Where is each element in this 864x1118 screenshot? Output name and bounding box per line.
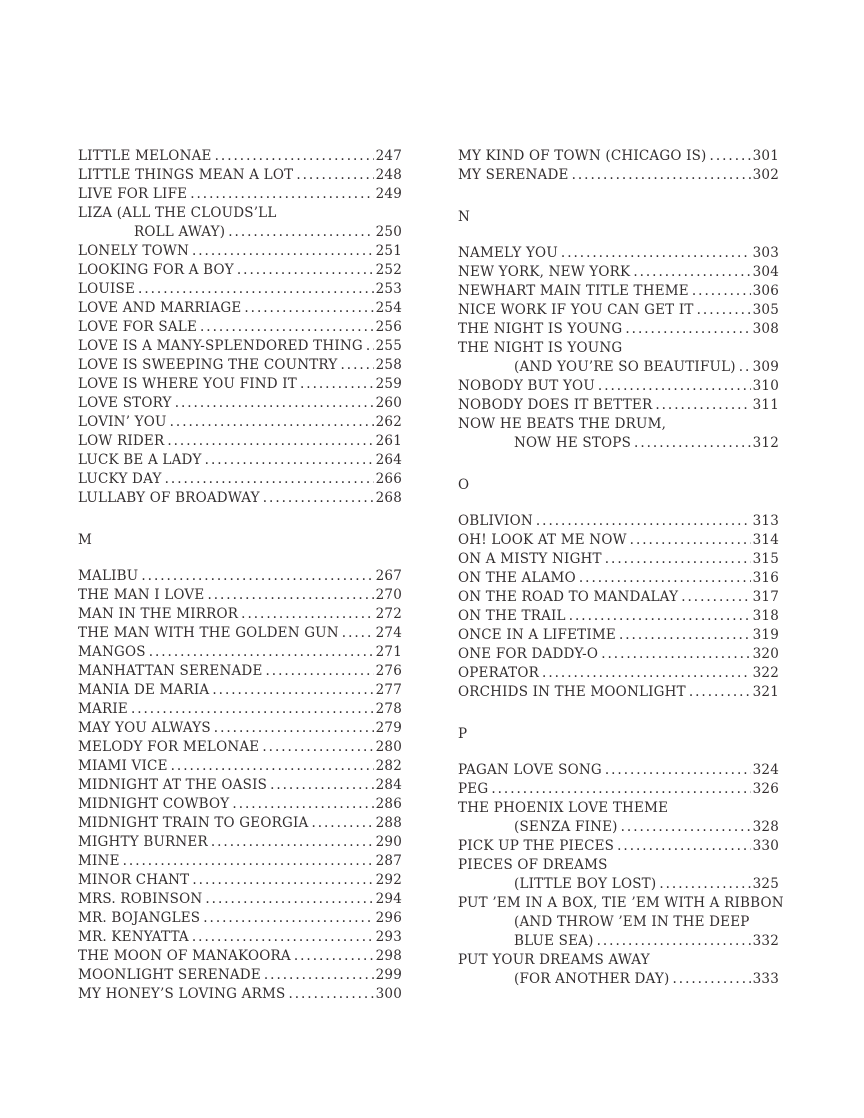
page-number: 296 (375, 910, 402, 926)
toc-row (458, 301, 779, 320)
page-number: 280 (375, 739, 402, 755)
toc-row (78, 662, 402, 681)
song-title: PUT ’EM IN A BOX, TIE ’EM WITH A RIBBON (458, 895, 784, 911)
song-title: THE NIGHT IS YOUNG (458, 340, 623, 356)
toc-row (458, 837, 779, 856)
toc-row (78, 757, 402, 776)
page-number: 268 (375, 490, 402, 506)
page-number: 259 (375, 376, 402, 392)
dot-leader (697, 301, 751, 320)
toc-row (78, 147, 402, 166)
dot-leader (681, 588, 750, 607)
toc-row (78, 318, 402, 337)
page-number: 274 (375, 625, 402, 641)
song-title: OBLIVION (458, 513, 533, 529)
toc-row (458, 569, 779, 588)
toc-column-left (78, 147, 402, 1004)
song-title: (LITTLE BOY LOST) (514, 876, 657, 892)
song-title: PIECES OF DREAMS (458, 857, 608, 873)
dot-leader (710, 147, 751, 166)
song-title: (FOR ANOTHER DAY) (514, 971, 670, 987)
toc-row (458, 894, 784, 913)
toc-row (78, 871, 402, 890)
song-title: MIAMI VICE (78, 758, 168, 774)
dot-leader (228, 223, 373, 242)
toc-row (78, 966, 402, 985)
toc-row (78, 451, 402, 470)
page-number: 326 (752, 781, 779, 797)
song-title: LIZA (ALL THE CLOUDS’LL (78, 205, 277, 221)
toc-row (458, 358, 779, 377)
page-number: 316 (752, 570, 779, 586)
dot-leader (617, 837, 751, 856)
page-number: 308 (752, 321, 779, 337)
dot-leader (131, 700, 374, 719)
song-title: MINOR CHANT (78, 872, 190, 888)
song-title: LOVE IS WHERE YOU FIND IT (78, 376, 297, 392)
song-title: MARIE (78, 701, 128, 717)
page-number: 293 (375, 929, 402, 945)
dot-leader (300, 375, 374, 394)
song-title: MOONLIGHT SERENADE (78, 967, 261, 983)
dot-leader (605, 761, 751, 780)
song-title: THE MAN I LOVE (78, 587, 205, 603)
page-number: 279 (375, 720, 402, 736)
song-title: NEWHART MAIN TITLE THEME (458, 283, 689, 299)
song-title: (SENZA FINE) (514, 819, 618, 835)
toc-row (78, 356, 402, 375)
page-number: 311 (752, 397, 779, 413)
song-title: LOVE FOR SALE (78, 319, 197, 335)
dot-leader (244, 299, 373, 318)
toc-row (458, 415, 779, 434)
page-number: 271 (375, 644, 402, 660)
page-number: 288 (375, 815, 402, 831)
page-number: 261 (375, 433, 402, 449)
song-title: ON THE ROAD TO MANDALAY (458, 589, 679, 605)
toc-row (78, 204, 402, 223)
song-title: LUCK BE A LADY (78, 452, 202, 468)
dot-leader (141, 567, 373, 586)
page-number: 301 (752, 148, 779, 164)
page-number: 287 (375, 853, 402, 869)
page-number: 255 (375, 338, 402, 354)
toc-row (78, 776, 402, 795)
page-number: 266 (375, 471, 402, 487)
page-number: 330 (752, 838, 779, 854)
dot-leader (263, 489, 374, 508)
dot-leader (659, 875, 750, 894)
page-number: 325 (752, 876, 779, 892)
song-title: MR. BOJANGLES (78, 910, 201, 926)
toc-row (458, 780, 779, 799)
dot-leader (579, 569, 751, 588)
dot-leader (205, 451, 374, 470)
song-title: PICK UP THE PIECES (458, 838, 615, 854)
page-number: 251 (375, 243, 402, 259)
song-title: ON A MISTY NIGHT (458, 551, 602, 567)
toc-row (78, 605, 402, 624)
song-title: LITTLE MELONAE (78, 148, 212, 164)
page-number: 310 (752, 378, 779, 394)
dot-leader (123, 852, 374, 871)
toc-row (78, 852, 402, 871)
toc-row (78, 242, 402, 261)
page-number: 248 (375, 167, 402, 183)
page-number: 277 (375, 682, 402, 698)
song-title: LONELY TOWN (78, 243, 189, 259)
song-title: NOBODY BUT YOU (458, 378, 595, 394)
song-title: (AND YOU’RE SO BEAUTIFUL) (514, 359, 736, 375)
dot-leader (542, 664, 751, 683)
toc-row (458, 244, 779, 263)
page-number: 252 (375, 262, 402, 278)
page-number: 305 (752, 302, 779, 318)
dot-leader (237, 261, 374, 280)
toc-row (458, 263, 779, 282)
page-number: 299 (375, 967, 402, 983)
dot-leader (200, 318, 374, 337)
toc-row (78, 624, 402, 643)
dot-leader (689, 683, 751, 702)
song-title: MR. KENYATTA (78, 929, 189, 945)
toc-row (78, 223, 402, 242)
toc-row (458, 320, 779, 339)
song-title: MAY YOU ALWAYS (78, 720, 211, 736)
song-title: THE MOON OF MANAKOORA (78, 948, 291, 964)
toc-row (78, 299, 402, 318)
song-title: MANIA DE MARIA (78, 682, 210, 698)
toc-row (78, 394, 402, 413)
section-header: O (458, 477, 470, 493)
toc-row (458, 396, 779, 415)
toc-row (78, 738, 402, 757)
page-number: 284 (375, 777, 402, 793)
page-number: 298 (375, 948, 402, 964)
page-number: 302 (752, 167, 779, 183)
dot-leader (296, 166, 373, 185)
toc-row (458, 550, 779, 569)
dot-leader (212, 681, 373, 700)
toc-row (78, 719, 402, 738)
toc-row (458, 147, 779, 166)
song-title: ONE FOR DADDY-O (458, 646, 599, 662)
dot-leader (311, 814, 373, 833)
page-number: 314 (752, 532, 779, 548)
page-number: 332 (752, 933, 779, 949)
page-number: 309 (752, 359, 779, 375)
page-number: 312 (752, 435, 779, 451)
toc-row (458, 799, 779, 818)
song-title: NOBODY DOES IT BETTER (458, 397, 653, 413)
toc-column-right (458, 147, 784, 989)
page-number: 256 (375, 319, 402, 335)
section-header: P (458, 726, 468, 742)
dot-leader (605, 550, 751, 569)
song-title: ONCE IN A LIFETIME (458, 627, 616, 643)
dot-leader (366, 337, 374, 356)
page-number: 254 (375, 300, 402, 316)
page-number: 253 (375, 281, 402, 297)
page-number: 264 (375, 452, 402, 468)
dot-leader (266, 662, 374, 681)
song-title: NAMELY YOU (458, 245, 558, 261)
dot-leader (211, 833, 374, 852)
page-number: 286 (375, 796, 402, 812)
toc-row (458, 626, 779, 645)
toc-row (78, 909, 402, 928)
toc-row (78, 567, 402, 586)
toc-row (458, 818, 779, 837)
toc-row (78, 413, 402, 432)
toc-row (458, 512, 779, 531)
toc-row (78, 280, 402, 299)
song-title: NOW HE BEATS THE DRUM, (458, 416, 667, 432)
page-number: 313 (752, 513, 779, 529)
dot-leader (215, 147, 374, 166)
toc-row (458, 932, 779, 951)
song-title: MANGOS (78, 644, 146, 660)
song-title: MY SERENADE (458, 167, 569, 183)
page-number: 317 (752, 589, 779, 605)
song-title: THE PHOENIX LOVE THEME (458, 800, 669, 816)
toc-row (458, 683, 779, 702)
song-title: LOVIN’ YOU (78, 414, 167, 430)
toc-row (78, 470, 402, 489)
dot-leader (264, 966, 374, 985)
section-header: M (78, 532, 93, 548)
song-title: PAGAN LOVE SONG (458, 762, 602, 778)
dot-leader (207, 586, 373, 605)
toc-row (458, 664, 779, 683)
toc-row (78, 489, 402, 508)
song-title: LOW RIDER (78, 433, 165, 449)
song-title: MALIBU (78, 568, 139, 584)
section-header: N (458, 209, 471, 225)
dot-leader (572, 166, 751, 185)
page-number: 322 (752, 665, 779, 681)
song-title: LULLABY OF BROADWAY (78, 490, 260, 506)
toc-row (78, 890, 402, 909)
song-title: ROLL AWAY) (134, 224, 226, 240)
song-title: LOOKING FOR A BOY (78, 262, 234, 278)
song-title: LOVE IS SWEEPING THE COUNTRY (78, 357, 338, 373)
song-title: MANHATTAN SERENADE (78, 663, 263, 679)
toc-row (458, 761, 779, 780)
page-number: 270 (375, 587, 402, 603)
song-title: THE NIGHT IS YOUNG (458, 321, 623, 337)
dot-leader (692, 282, 751, 301)
song-title: BLUE SEA) (514, 933, 594, 949)
song-title: MINE (78, 853, 120, 869)
song-title: MIDNIGHT COWBOY (78, 796, 230, 812)
toc-row (458, 434, 779, 453)
dot-leader (342, 624, 374, 643)
page-number: 290 (375, 834, 402, 850)
dot-leader (262, 738, 373, 757)
dot-leader (655, 396, 750, 415)
page-number: 278 (375, 701, 402, 717)
page-number: 260 (375, 395, 402, 411)
page-number: 292 (375, 872, 402, 888)
toc-row (458, 856, 779, 875)
dot-leader (569, 607, 751, 626)
song-title: MAN IN THE MIRROR (78, 606, 239, 622)
dot-leader (165, 470, 374, 489)
song-title: MIGHTY BURNER (78, 834, 208, 850)
dot-leader (598, 377, 751, 396)
dot-leader (192, 242, 374, 261)
dot-leader (232, 795, 373, 814)
dot-leader (192, 928, 374, 947)
dot-leader (170, 413, 374, 432)
toc-row (458, 282, 779, 301)
song-title: MY HONEY’S LOVING ARMS (78, 986, 286, 1002)
dot-leader (288, 985, 373, 1004)
page-number: 319 (752, 627, 779, 643)
page-number: 247 (375, 148, 402, 164)
song-title: MELODY FOR MELONAE (78, 739, 260, 755)
page-number: 328 (752, 819, 779, 835)
dot-leader (167, 432, 373, 451)
song-title: MIDNIGHT AT THE OASIS (78, 777, 268, 793)
song-title: ON THE TRAIL (458, 608, 566, 624)
page-number: 294 (375, 891, 402, 907)
page-number: 304 (752, 264, 779, 280)
toc-row (458, 588, 779, 607)
toc-row (458, 951, 779, 970)
toc-row (78, 261, 402, 280)
dot-leader (149, 643, 374, 662)
song-title: LOVE STORY (78, 395, 172, 411)
toc-row (78, 681, 402, 700)
toc-row (78, 795, 402, 814)
page-number: 282 (375, 758, 402, 774)
song-title: NOW HE STOPS (514, 435, 632, 451)
song-title: MY KIND OF TOWN (CHICAGO IS) (458, 148, 707, 164)
dot-leader (561, 244, 751, 263)
toc-row (458, 531, 779, 550)
page-number: 315 (752, 551, 779, 567)
dot-leader (192, 871, 373, 890)
toc-row (78, 643, 402, 662)
toc-row (78, 166, 402, 185)
toc-row (78, 947, 402, 966)
dot-leader (491, 780, 750, 799)
song-title: NICE WORK IF YOU CAN GET IT (458, 302, 694, 318)
dot-leader (203, 909, 373, 928)
page-number: 249 (375, 186, 402, 202)
dot-leader (205, 890, 373, 909)
toc-row (458, 377, 779, 396)
song-title: MRS. ROBINSON (78, 891, 203, 907)
page-number: 258 (375, 357, 402, 373)
page-number: 318 (752, 608, 779, 624)
dot-leader (672, 970, 750, 989)
song-title: PUT YOUR DREAMS AWAY (458, 952, 650, 968)
dot-leader (175, 394, 374, 413)
song-title: LIVE FOR LIFE (78, 186, 188, 202)
dot-leader (630, 531, 751, 550)
dot-leader (241, 605, 373, 624)
song-title: LUCKY DAY (78, 471, 162, 487)
toc-row (78, 833, 402, 852)
page-number: 320 (752, 646, 779, 662)
page-number: 321 (752, 684, 779, 700)
page-number: 300 (375, 986, 402, 1002)
page-number: 324 (752, 762, 779, 778)
toc-row (78, 337, 402, 356)
page-number: 267 (375, 568, 402, 584)
song-title: ORCHIDS IN THE MOONLIGHT (458, 684, 686, 700)
dot-leader (619, 626, 751, 645)
toc-row (458, 875, 779, 894)
toc-row (78, 814, 402, 833)
toc-row (78, 985, 402, 1004)
dot-leader (294, 947, 374, 966)
dot-leader (621, 818, 751, 837)
dot-leader (536, 512, 751, 531)
song-title: (AND THROW ’EM IN THE DEEP (514, 914, 750, 930)
song-title: OH! LOOK AT ME NOW (458, 532, 627, 548)
dot-leader (340, 356, 373, 375)
toc-row (458, 913, 779, 932)
toc-row (78, 375, 402, 394)
toc-row (78, 432, 402, 451)
song-title: PEG (458, 781, 489, 797)
dot-leader (625, 320, 750, 339)
dot-leader (739, 358, 751, 377)
toc-row (78, 700, 402, 719)
dot-leader (634, 434, 751, 453)
toc-row (78, 928, 402, 947)
song-title: LITTLE THINGS MEAN A LOT (78, 167, 294, 183)
toc-row (458, 166, 779, 185)
song-title: LOUISE (78, 281, 136, 297)
dot-leader (190, 185, 373, 204)
song-title: MIDNIGHT TRAIN TO GEORGIA (78, 815, 309, 831)
toc-row (458, 970, 779, 989)
page-number: 272 (375, 606, 402, 622)
page-number: 333 (752, 971, 779, 987)
dot-leader (138, 280, 374, 299)
dot-leader (601, 645, 750, 664)
toc-row (78, 185, 402, 204)
song-title: THE MAN WITH THE GOLDEN GUN (78, 625, 339, 641)
dot-leader (633, 263, 750, 282)
dot-leader (214, 719, 374, 738)
dot-leader (270, 776, 374, 795)
toc-row (458, 339, 779, 358)
page-number: 303 (752, 245, 779, 261)
song-title: NEW YORK, NEW YORK (458, 264, 631, 280)
toc-row (458, 645, 779, 664)
song-title: OPERATOR (458, 665, 540, 681)
page-number: 276 (375, 663, 402, 679)
page-number: 262 (375, 414, 402, 430)
song-title: LOVE AND MARRIAGE (78, 300, 242, 316)
page-number: 250 (375, 224, 402, 240)
song-title: ON THE ALAMO (458, 570, 576, 586)
dot-leader (597, 932, 751, 951)
page-number: 306 (752, 283, 779, 299)
song-title: LOVE IS A MANY-SPLENDORED THING (78, 338, 363, 354)
toc-row (78, 586, 402, 605)
dot-leader (171, 757, 374, 776)
toc-row (458, 607, 779, 626)
